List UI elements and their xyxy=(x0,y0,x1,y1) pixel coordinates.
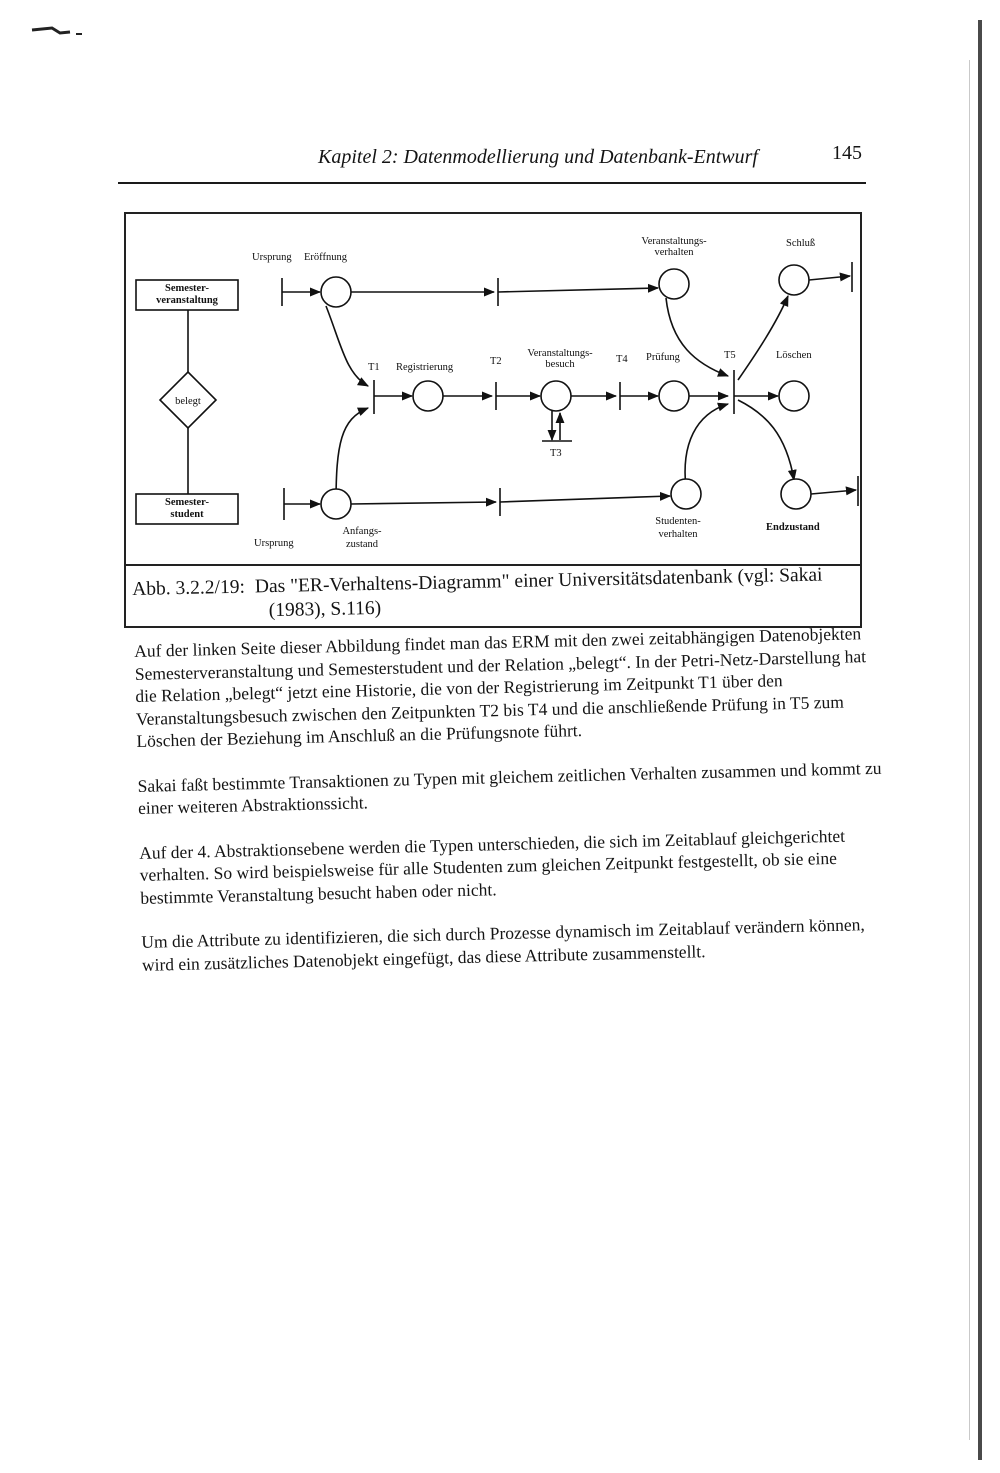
label-entity-bottom xyxy=(165,497,209,520)
place-schluss xyxy=(779,265,809,295)
paragraph-1: Auf der linken Seite dieser Abbildung findet man das ERM mit den zwei zeitabhängigen Datenobjekten Semesterveranstaltung und Semesterstudent und der Relation „belegt“. In der Petri-Netz-Darstellung hat die Relation „belegt“ jetzt eine Historie, die von der Registrierung im Zeitpunkt T1 über den Veranstaltungsbesuch zwischen den Zeitpunkten T2 bis T4 und die anschließende Prüfung in T5 zum Löschen der Beziehung im Anschluß an die Prüfungsnote führt. xyxy=(134,623,867,751)
label-t2: T2 xyxy=(490,356,502,367)
label-veranstaltungsbesuch: Veranstaltungs-besuch xyxy=(527,348,593,370)
label-t5: T5 xyxy=(724,350,736,361)
label-schluss: Schluß xyxy=(786,238,816,249)
scan-binding-edge xyxy=(978,20,982,1460)
chapter-title: Kapitel 2: Datenmodellierung und Datenbank-Entwurf xyxy=(318,146,758,168)
figure-er-behaviour-diagram xyxy=(124,212,862,628)
label-t3: T3 xyxy=(550,448,562,459)
place-pruefung xyxy=(659,381,689,411)
label-endzustand: Endzustand xyxy=(766,522,820,533)
caption-line-2: (1983), S.116) xyxy=(268,597,382,622)
body-text xyxy=(134,622,888,998)
place-eroeffnung xyxy=(321,277,351,307)
paragraph-3: Auf der 4. Abstraktionsebene werden die Typen unterschieden, die sich im Zeitablauf gleichgerichtet verhalten. So wird beispielsweise für alle Studenten zum gleichen Zeitpunkt festgestellt, ob sie eine bestimmte Veranstaltung besucht haben oder nicht. xyxy=(138,825,846,908)
label-ursprung-top: Ursprung xyxy=(252,252,292,263)
paragraph-4: Um die Attribute zu identifizieren, die sich durch Prozesse dynamisch im Zeitablauf verändern können, wird ein zusätzliches Datenobjekt eingefügt, das diese Attribute zusammenstellt. xyxy=(141,914,866,975)
label-ursprung-bottom: Ursprung xyxy=(254,538,294,549)
label-anfangszustand: Anfangs-zustand xyxy=(342,526,382,550)
paragraph-2: Sakai faßt bestimmte Transaktionen zu Typen mit gleichem zeitlichen Verhalten zusammen und kommt zu einer weiteren Abstraktionssicht. xyxy=(137,757,882,818)
petri-net-diagram xyxy=(126,214,860,564)
er-entity-bottom-l1: Semester- xyxy=(165,497,209,508)
label-loeschen: Löschen xyxy=(776,350,812,361)
place-veranstaltungsbesuch xyxy=(541,381,571,411)
scan-smudge-mark xyxy=(30,24,82,38)
label-t1: T1 xyxy=(368,362,380,373)
er-entity-bottom-l2: student xyxy=(170,509,204,520)
place-loeschen xyxy=(779,381,809,411)
er-entity-top-l2: veranstaltung xyxy=(156,295,218,306)
label-veranstaltungsverhalten: Veranstaltungs-verhalten xyxy=(641,236,707,258)
running-header xyxy=(118,142,866,184)
figure-caption-box xyxy=(126,564,860,628)
label-registrierung: Registrierung xyxy=(396,362,454,373)
label-studentenverhalten: Studenten-verhalten xyxy=(655,516,701,540)
page-number: 145 xyxy=(832,142,862,164)
caption-label: Abb. 3.2.2/19: xyxy=(132,576,246,600)
label-pruefung: Prüfung xyxy=(646,352,680,363)
label-eroeffnung: Eröffnung xyxy=(304,252,347,263)
place-registrierung xyxy=(413,381,443,411)
place-anfangszustand xyxy=(321,489,351,519)
place-studentenverhalten xyxy=(671,479,701,509)
place-endzustand xyxy=(781,479,811,509)
place-veranstaltungsverhalten xyxy=(659,269,689,299)
label-relation-belegt: belegt xyxy=(175,396,201,407)
label-t4: T4 xyxy=(616,354,628,365)
caption-line-1: Das "ER-Verhaltens-Diagramm" einer Universitätsdatenbank (vgl: Sakai xyxy=(254,564,823,598)
er-entity-top-l1: Semester- xyxy=(165,283,209,294)
figure-caption xyxy=(132,564,823,626)
scan-binding-shadow xyxy=(969,60,970,1440)
